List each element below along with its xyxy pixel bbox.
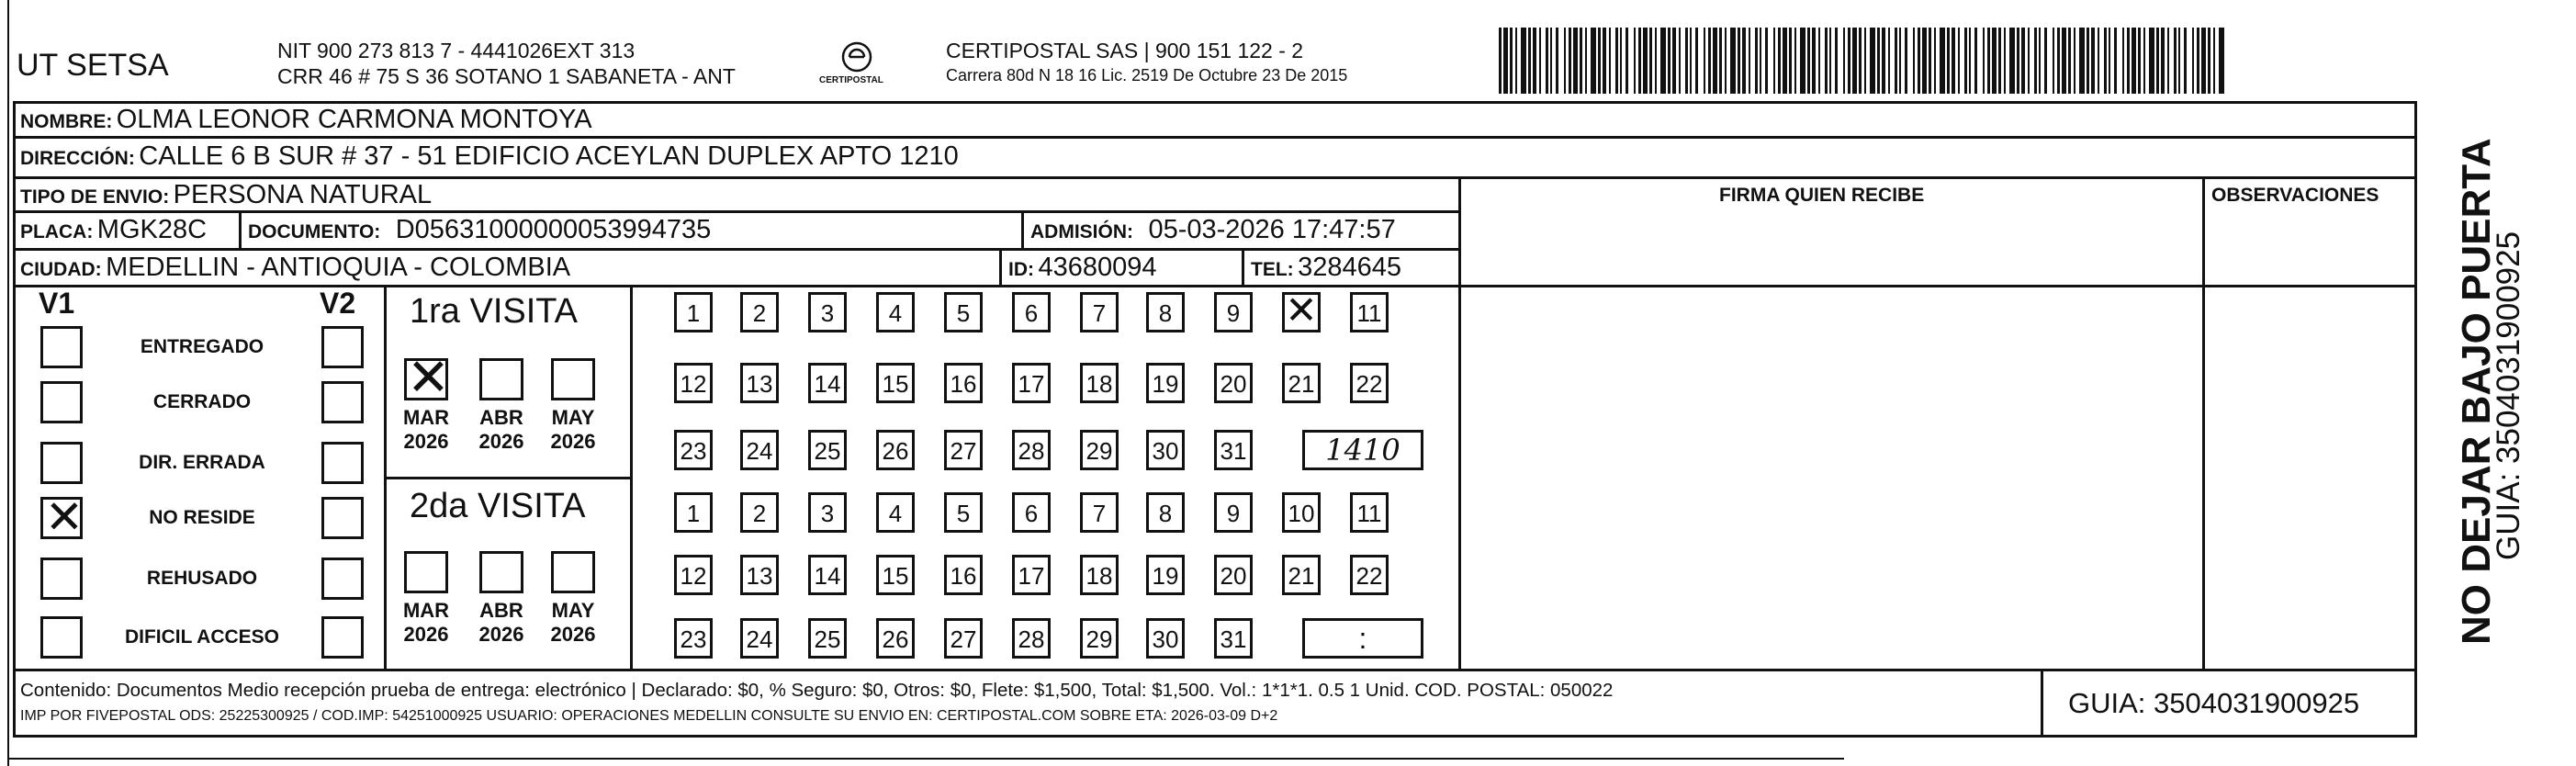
status-label: NO RESIDE — [149, 507, 255, 528]
day-box[interactable]: 28 — [1012, 430, 1051, 470]
day-box[interactable]: 23 — [674, 430, 713, 470]
v2-checkbox[interactable] — [321, 616, 364, 659]
tipo-envio-label: TIPO DE ENVIO: — [20, 186, 170, 208]
footer-guia: GUIA: 3504031900925 — [2068, 687, 2360, 719]
month-checkbox[interactable] — [404, 358, 448, 400]
day-box[interactable]: 6 — [1012, 492, 1051, 533]
day-box[interactable]: 23 — [674, 618, 713, 659]
month-label — [394, 406, 458, 454]
month-year: 2026 — [403, 430, 449, 453]
barcode — [1499, 28, 2224, 94]
logo-text: CERTIPOSTAL — [819, 75, 883, 85]
day-box[interactable]: 14 — [808, 363, 847, 403]
day-box[interactable]: 25 — [808, 430, 847, 470]
day-box[interactable]: 9 — [1214, 492, 1253, 533]
placa-label: PLACA: — [20, 221, 94, 242]
day-box[interactable]: 30 — [1146, 430, 1185, 470]
day-box[interactable]: 31 — [1214, 618, 1253, 659]
side-guia: GUIA: 3504031900925 — [2491, 231, 2526, 560]
status-label: CERRADO — [152, 391, 252, 412]
direccion-label: DIRECCIÓN: — [20, 148, 135, 169]
day-box[interactable]: 24 — [740, 430, 779, 470]
day-box[interactable]: 26 — [876, 618, 915, 659]
visit-time-box[interactable]: 1410 — [1302, 430, 1423, 470]
month-year: 2026 — [550, 623, 596, 646]
v1-checkbox[interactable] — [40, 616, 83, 659]
visit1-title: 1ra VISITA — [410, 292, 579, 331]
day-box[interactable] — [1282, 292, 1321, 332]
day-box[interactable]: 11 — [1350, 292, 1389, 332]
month-year: 2026 — [403, 623, 449, 646]
company-address: CRR 46 # 75 S 36 SOTANO 1 SABANETA - ANT — [277, 64, 736, 88]
day-box[interactable]: 21 — [1282, 555, 1321, 595]
carrier-name: CERTIPOSTAL SAS | 900 151 122 - 2 — [946, 39, 1304, 62]
documento-label: DOCUMENTO: — [248, 221, 381, 242]
month-name: MAY — [551, 599, 595, 622]
day-box[interactable]: 16 — [944, 555, 983, 595]
month-checkbox[interactable] — [551, 358, 595, 400]
placa-value: MGK28C — [96, 215, 208, 244]
v1-checkbox[interactable] — [40, 326, 83, 368]
day-box[interactable]: 2 — [740, 292, 779, 332]
v1-checkbox[interactable] — [40, 497, 83, 539]
month-year: 2026 — [478, 430, 524, 453]
v1-checkbox[interactable] — [40, 442, 83, 484]
certipostal-logo — [816, 40, 898, 92]
direccion-value: CALLE 6 B SUR # 37 - 51 EDIFICIO ACEYLAN DUPLEX APTO 1210 — [139, 141, 959, 171]
id-label: ID: — [1008, 259, 1034, 280]
month-name: ABR — [479, 406, 523, 429]
visit-time-box[interactable]: : — [1302, 618, 1423, 659]
status-label: ENTREGADO — [140, 336, 264, 357]
day-box[interactable]: 10 — [1282, 492, 1321, 533]
day-box[interactable]: 18 — [1080, 363, 1119, 403]
no-dejar-notice: NO DEJAR BAJO PUERTA — [2454, 138, 2499, 645]
day-box[interactable]: 16 — [944, 363, 983, 403]
documento-value: D05631000000053994735 — [395, 215, 712, 244]
day-box[interactable]: 17 — [1012, 363, 1051, 403]
day-box[interactable]: 5 — [944, 292, 983, 332]
day-box[interactable]: 17 — [1012, 555, 1051, 595]
id-value: 43680094 — [1038, 253, 1157, 282]
day-box[interactable]: 15 — [876, 555, 915, 595]
day-box[interactable]: 15 — [876, 363, 915, 403]
day-box[interactable]: 28 — [1012, 618, 1051, 659]
tel-value: 3284645 — [1298, 253, 1402, 282]
status-label: DIR. ERRADA — [139, 452, 265, 473]
month-year: 2026 — [478, 623, 524, 646]
day-box[interactable]: 3 — [808, 292, 847, 332]
day-box[interactable]: 20 — [1214, 555, 1253, 595]
day-box[interactable]: 30 — [1146, 618, 1185, 659]
v1-label: V1 — [39, 287, 75, 320]
month-label — [469, 599, 534, 647]
day-box[interactable]: 26 — [876, 430, 915, 470]
day-box[interactable]: 1 — [674, 292, 713, 332]
month-checkbox[interactable] — [479, 551, 523, 593]
admision-label: ADMISIÓN: — [1030, 221, 1133, 242]
day-box[interactable]: 24 — [740, 618, 779, 659]
month-label — [541, 406, 605, 454]
month-label — [469, 406, 534, 454]
day-box[interactable]: 22 — [1350, 363, 1389, 403]
admision-value: 05-03-2026 17:47:57 — [1148, 215, 1396, 244]
v2-checkbox[interactable] — [321, 497, 364, 539]
month-name: MAR — [402, 406, 450, 429]
day-box[interactable]: 8 — [1146, 492, 1185, 533]
day-box[interactable]: 22 — [1350, 555, 1389, 595]
v2-label: V2 — [320, 287, 356, 320]
status-label: REHUSADO — [146, 568, 258, 589]
observaciones-label: OBSERVACIONES — [2211, 185, 2379, 206]
day-box[interactable]: 20 — [1214, 363, 1253, 403]
visit2-title: 2da VISITA — [410, 487, 586, 525]
day-box[interactable]: 13 — [740, 363, 779, 403]
month-checkbox[interactable] — [551, 551, 595, 593]
day-box[interactable]: 9 — [1214, 292, 1253, 332]
month-name: MAR — [402, 599, 450, 622]
tel-label: TEL: — [1251, 259, 1294, 280]
day-box[interactable]: 27 — [944, 430, 983, 470]
tipo-envio-value: PERSONA NATURAL — [173, 180, 433, 209]
day-box[interactable]: 8 — [1146, 292, 1185, 332]
month-checkbox[interactable] — [404, 551, 448, 593]
status-label: DIFICIL ACCESO — [124, 626, 279, 648]
day-box[interactable]: 12 — [674, 555, 713, 595]
v2-checkbox[interactable] — [321, 558, 364, 600]
day-box[interactable]: 1 — [674, 492, 713, 533]
day-box[interactable]: 7 — [1080, 292, 1119, 332]
company-nit: NIT 900 273 813 7 - 4441026EXT 313 — [277, 39, 636, 62]
month-checkbox[interactable] — [479, 358, 523, 400]
ciudad-label: CIUDAD: — [20, 259, 102, 280]
month-label — [394, 599, 458, 647]
day-box[interactable]: 11 — [1350, 492, 1389, 533]
day-box[interactable]: 4 — [876, 492, 915, 533]
day-box[interactable]: 27 — [944, 618, 983, 659]
day-box[interactable]: 29 — [1080, 618, 1119, 659]
v2-checkbox[interactable] — [321, 442, 364, 484]
day-box[interactable]: 4 — [876, 292, 915, 332]
day-box[interactable]: 29 — [1080, 430, 1119, 470]
day-box[interactable]: 6 — [1012, 292, 1051, 332]
carrier-license: Carrera 80d N 18 16 Lic. 2519 De Octubre 23 De 2015 — [946, 66, 1348, 84]
footer-content: Contenido: Documentos Medio recepción prueba de entrega: electrónico | Declarado: $0, % Seguro: $0, Otros: $0, Flete: $1,500, Total: $1,500. Vol.: 1*1*1. 0.5 1 Unid. COD. POSTAL: 050022 — [20, 680, 1614, 701]
day-box[interactable]: 12 — [674, 363, 713, 403]
nombre-label: NOMBRE: — [20, 111, 113, 132]
month-label — [541, 599, 605, 647]
firma-label: FIRMA QUIEN RECIBE — [1719, 185, 1925, 206]
nombre-value: OLMA LEONOR CARMONA MONTOYA — [116, 105, 592, 134]
day-box[interactable]: 21 — [1282, 363, 1321, 403]
v2-checkbox[interactable] — [321, 381, 364, 423]
v1-checkbox[interactable] — [40, 381, 83, 423]
v2-checkbox[interactable] — [321, 326, 364, 368]
day-box[interactable]: 7 — [1080, 492, 1119, 533]
day-box[interactable]: 13 — [740, 555, 779, 595]
day-box[interactable]: 25 — [808, 618, 847, 659]
month-year: 2026 — [550, 430, 596, 453]
day-box[interactable]: 3 — [808, 492, 847, 533]
day-box[interactable]: 19 — [1146, 555, 1185, 595]
v1-checkbox[interactable] — [40, 558, 83, 600]
company-name: UT SETSA — [17, 48, 169, 83]
month-name: ABR — [479, 599, 523, 622]
footer-imp: IMP POR FIVEPOSTAL ODS: 25225300925 / COD.IMP: 54251000925 USUARIO: OPERACIONES MEDELLIN CONSULTE SU ENVIO EN: CERTIPOSTAL.COM SOBRE ETA: 2026-03-09 D+2 — [20, 708, 1278, 724]
day-box[interactable]: 18 — [1080, 555, 1119, 595]
day-box[interactable]: 5 — [944, 492, 983, 533]
day-box[interactable]: 14 — [808, 555, 847, 595]
day-box[interactable]: 19 — [1146, 363, 1185, 403]
day-box[interactable]: 2 — [740, 492, 779, 533]
ciudad-value: MEDELLIN - ANTIOQUIA - COLOMBIA — [106, 253, 571, 282]
day-box[interactable]: 31 — [1214, 430, 1253, 470]
month-name: MAY — [551, 406, 595, 429]
